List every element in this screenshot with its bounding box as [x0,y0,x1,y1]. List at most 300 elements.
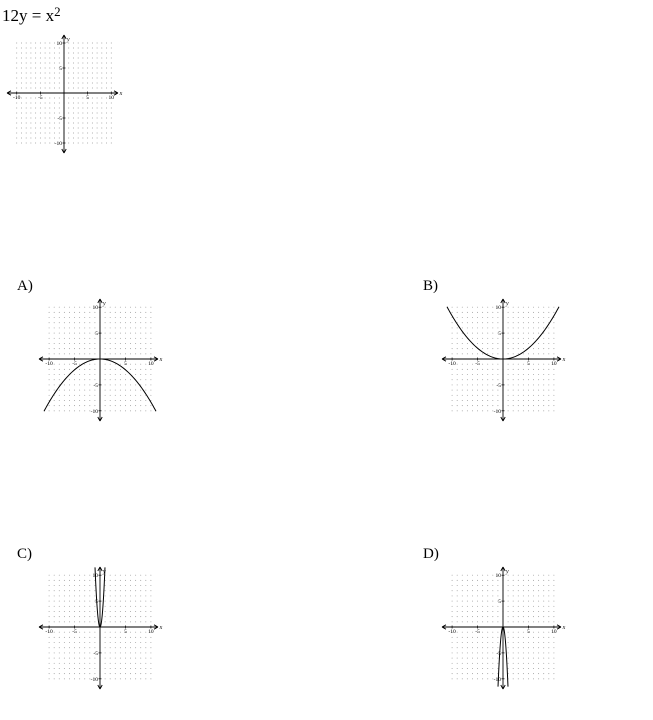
grid-dot [518,327,519,328]
grid-dot [49,405,50,406]
grid-dot [115,642,116,643]
grid-dot [92,103,93,104]
grid-dot [462,611,463,612]
grid-dot [145,585,146,586]
choice-b-graph[interactable] [441,298,567,422]
grid-dot [457,668,458,669]
grid-dot [49,384,50,385]
grid-dot [523,637,524,638]
grid-dot [59,78,60,79]
grid-dot [69,663,70,664]
grid-dot [533,652,534,653]
grid-dot [78,108,79,109]
grid-dot [79,390,80,391]
grid-dot [97,98,98,99]
grid-dot [26,128,27,129]
grid-dot [487,384,488,385]
grid-dot [130,637,131,638]
grid-dot [110,327,111,328]
grid-dot [125,390,126,391]
grid-dot [87,113,88,114]
grid-dot [49,678,50,679]
grid-dot [84,384,85,385]
grid-dot [482,327,483,328]
grid-dot [125,384,126,385]
grid-dot [548,369,549,370]
grid-dot [472,338,473,339]
grid-dot [105,601,106,602]
grid-dot [487,374,488,375]
grid-dot [145,663,146,664]
grid-dot [54,88,55,89]
grid-dot [130,395,131,396]
grid-dot [477,410,478,411]
grid-dot [79,327,80,328]
grid-dot [513,673,514,674]
grid-dot [115,616,116,617]
grid-dot [26,133,27,134]
grid-dot [89,606,90,607]
grid-dot [518,611,519,612]
grid-dot [69,390,70,391]
grid-dot [135,353,136,354]
grid-dot [518,307,519,308]
grid-dot [462,322,463,323]
grid-dot [74,312,75,313]
grid-dot [115,658,116,659]
grid-dot [115,374,116,375]
y-tick-label: -10 [54,141,62,147]
grid-dot [59,73,60,74]
grid-dot [548,364,549,365]
grid-dot [523,616,524,617]
grid-dot [533,400,534,401]
grid-dot [54,580,55,581]
grid-dot [135,405,136,406]
grid-dot [452,327,453,328]
grid-dot [130,405,131,406]
grid-dot [92,53,93,54]
grid-dot [457,327,458,328]
grid-dot [462,374,463,375]
grid-dot [533,379,534,380]
grid-dot [513,590,514,591]
grid-dot [54,400,55,401]
grid-dot [106,113,107,114]
grid-dot [513,652,514,653]
grid-dot [472,642,473,643]
grid-dot [492,333,493,334]
grid-dot [59,364,60,365]
grid-dot [518,400,519,401]
grid-dot [105,632,106,633]
grid-dot [548,606,549,607]
problem-graph [6,34,124,154]
grid-dot [74,642,75,643]
grid-dot [482,317,483,318]
grid-dot [487,369,488,370]
grid-dot [97,63,98,64]
grid-dot [518,374,519,375]
grid-dot [452,343,453,344]
grid-dot [497,585,498,586]
grid-dot [452,575,453,576]
grid-dot [84,652,85,653]
x-tick-label: -10 [448,361,456,367]
choice-d-graph[interactable] [441,566,567,690]
grid-dot [543,410,544,411]
grid-dot [467,353,468,354]
grid-dot [120,673,121,674]
grid-dot [89,369,90,370]
grid-dot [87,128,88,129]
grid-dot [115,585,116,586]
grid-dot [115,647,116,648]
grid-dot [462,369,463,370]
grid-dot [64,595,65,596]
grid-dot [482,678,483,679]
grid-dot [40,128,41,129]
grid-dot [59,400,60,401]
grid-dot [87,63,88,64]
grid-dot [49,73,50,74]
grid-dot [45,138,46,139]
choice-c-graph[interactable] [38,566,164,690]
grid-dot [73,83,74,84]
grid-dot [482,364,483,365]
grid-dot [78,78,79,79]
grid-dot [528,595,529,596]
grid-dot [543,601,544,602]
grid-dot [84,642,85,643]
grid-dot [472,348,473,349]
grid-dot [477,374,478,375]
grid-dot [472,322,473,323]
grid-dot [518,338,519,339]
grid-dot [21,53,22,54]
grid-dot [140,327,141,328]
grid-dot [513,333,514,334]
grid-dot [40,143,41,144]
grid-dot [35,68,36,69]
grid-dot [533,575,534,576]
grid-dot [553,658,554,659]
grid-dot [553,343,554,344]
grid-dot [477,384,478,385]
grid-dot [120,307,121,308]
x-tick-label: -10 [13,95,21,101]
grid-dot [482,348,483,349]
grid-dot [538,369,539,370]
grid-dot [528,663,529,664]
grid-dot [497,637,498,638]
y-tick-label: -10 [90,676,98,683]
grid-dot [110,405,111,406]
grid-dot [538,663,539,664]
grid-dot [97,43,98,44]
grid-dot [497,606,498,607]
grid-dot [467,637,468,638]
grid-dot [145,590,146,591]
grid-dot [492,384,493,385]
grid-dot [54,384,55,385]
grid-dot [30,128,31,129]
grid-dot [115,663,116,664]
grid-dot [497,590,498,591]
grid-dot [477,580,478,581]
grid-dot [553,374,554,375]
grid-dot [472,353,473,354]
grid-dot [115,580,116,581]
grid-dot [538,374,539,375]
grid-dot [120,601,121,602]
grid-dot [16,108,17,109]
grid-dot [553,652,554,653]
grid-dot [69,395,70,396]
grid-dot [477,590,478,591]
grid-dot [538,333,539,334]
grid-dot [477,637,478,638]
grid-dot [73,123,74,124]
grid-dot [467,616,468,617]
grid-dot [54,48,55,49]
grid-dot [21,48,22,49]
grid-dot [508,585,509,586]
grid-dot [467,585,468,586]
grid-dot [533,580,534,581]
grid-dot [54,585,55,586]
grid-dot [101,58,102,59]
grid-dot [528,307,529,308]
grid-dot [135,338,136,339]
grid-dot [49,611,50,612]
grid-dot [457,585,458,586]
grid-dot [508,601,509,602]
grid-dot [64,652,65,653]
grid-dot [523,611,524,612]
grid-dot [120,658,121,659]
grid-dot [543,621,544,622]
grid-dot [49,348,50,349]
grid-dot [105,606,106,607]
grid-dot [16,63,17,64]
grid-dot [87,138,88,139]
grid-dot [457,379,458,380]
grid-dot [553,369,554,370]
grid-dot [533,621,534,622]
grid-dot [452,312,453,313]
grid-dot [548,395,549,396]
grid-dot [497,322,498,323]
grid-dot [87,68,88,69]
grid-dot [467,379,468,380]
grid-dot [150,601,151,602]
grid-dot [145,333,146,334]
choice-a-graph[interactable] [38,298,164,422]
grid-dot [528,621,529,622]
grid-dot [94,322,95,323]
grid-dot [150,621,151,622]
grid-dot [492,307,493,308]
grid-dot [150,590,151,591]
grid-dot [553,663,554,664]
grid-dot [40,73,41,74]
y-tick-label: -5 [93,650,98,657]
grid-dot [74,307,75,308]
grid-dot [140,601,141,602]
grid-dot [508,348,509,349]
grid-dot [487,616,488,617]
grid-dot [64,580,65,581]
grid-dot [82,88,83,89]
grid-dot [110,668,111,669]
grid-dot [73,108,74,109]
grid-dot [30,78,31,79]
grid-dot [140,580,141,581]
grid-dot [105,395,106,396]
grid-dot [106,48,107,49]
grid-dot [497,668,498,669]
grid-dot [150,668,151,669]
grid-dot [497,390,498,391]
grid-dot [543,384,544,385]
grid-dot [523,390,524,391]
y-tick-label: 5 [95,599,98,606]
grid-dot [457,611,458,612]
grid-dot [492,637,493,638]
grid-dot [533,647,534,648]
grid-dot [106,103,107,104]
grid-dot [462,400,463,401]
x-tick-label: 5 [124,361,127,367]
x-tick-label: 5 [86,95,90,101]
grid-dot [54,113,55,114]
grid-dot [135,364,136,365]
grid-dot [462,658,463,659]
grid-dot [74,327,75,328]
grid-dot [78,73,79,74]
grid-dot [543,632,544,633]
grid-dot [548,312,549,313]
grid-dot [457,353,458,354]
grid-dot [49,379,50,380]
grid-dot [518,590,519,591]
grid-dot [101,83,102,84]
grid-dot [105,327,106,328]
grid-dot [82,143,83,144]
grid-dot [69,606,70,607]
grid-dot [150,312,151,313]
grid-dot [21,108,22,109]
grid-dot [513,384,514,385]
grid-dot [59,108,60,109]
grid-dot [94,673,95,674]
grid-dot [538,353,539,354]
grid-dot [482,575,483,576]
grid-dot [125,317,126,318]
grid-dot [492,647,493,648]
grid-dot [84,611,85,612]
grid-dot [482,637,483,638]
grid-dot [59,113,60,114]
grid-dot [110,678,111,679]
grid-dot [467,678,468,679]
grid-dot [74,333,75,334]
grid-dot [49,63,50,64]
grid-dot [79,590,80,591]
grid-dot [477,658,478,659]
grid-dot [528,379,529,380]
grid-dot [120,405,121,406]
grid-dot [462,379,463,380]
grid-dot [54,118,55,119]
grid-dot [553,668,554,669]
grid-dot [110,580,111,581]
equation-exponent: 2 [54,4,61,19]
x-tick-label: -10 [448,629,456,635]
grid-dot [462,317,463,318]
grid-dot [64,678,65,679]
grid-dot [533,595,534,596]
grid-dot [35,83,36,84]
grid-dot [145,312,146,313]
grid-dot [105,405,106,406]
grid-dot [59,575,60,576]
grid-dot [21,128,22,129]
grid-dot [49,83,50,84]
grid-dot [477,400,478,401]
grid-dot [89,616,90,617]
grid-dot [97,138,98,139]
grid-dot [49,668,50,669]
grid-dot [135,606,136,607]
grid-dot [21,73,22,74]
grid-dot [145,369,146,370]
grid-dot [482,595,483,596]
grid-dot [45,113,46,114]
grid-dot [145,374,146,375]
grid-dot [82,63,83,64]
grid-dot [54,353,55,354]
grid-dot [84,632,85,633]
grid-dot [145,642,146,643]
grid-dot [87,58,88,59]
grid-dot [457,652,458,653]
grid-dot [457,338,458,339]
grid-dot [125,322,126,323]
grid-dot [84,616,85,617]
grid-dot [49,658,50,659]
grid-dot [150,327,151,328]
grid-dot [125,410,126,411]
grid-dot [543,317,544,318]
grid-dot [548,590,549,591]
grid-dot [16,118,17,119]
grid-dot [487,652,488,653]
grid-dot [508,384,509,385]
grid-dot [135,663,136,664]
grid-dot [553,621,554,622]
grid-dot [523,621,524,622]
grid-dot [467,395,468,396]
grid-dot [477,673,478,674]
grid-dot [120,338,121,339]
grid-dot [59,98,60,99]
grid-dot [538,317,539,318]
grid-dot [69,348,70,349]
grid-dot [452,668,453,669]
grid-dot [110,353,111,354]
